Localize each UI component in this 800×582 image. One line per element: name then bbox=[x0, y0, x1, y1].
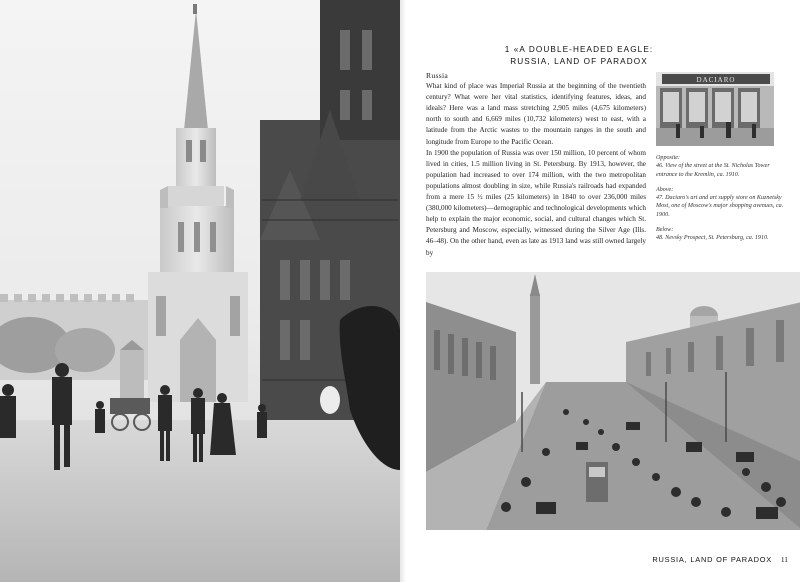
body-paragraph-2: In 1900 the population of Russia was over 150 million, 10 percent of whom lived in cities, 1.5 million living in St. Petersburg. By 1913, however, the population had increased to over 174 million, with the two metropolitan populations almost doubling in size, while Russia's railroads had expanded from a mere 15 ½ miles (25 kilometers) in 1840 to over 236,000 miles (380,000 kilometers)—demographic and technological developments which help to explain the major economic, social, and cultural changes which St. Petersburg and Moscow, especially, witnessed during the Silver Age (Ills. 46–48). On the other hand, even as late as 1913 land was still owned largely by bbox=[426, 148, 646, 257]
nevsky-prospect-photo bbox=[426, 272, 800, 530]
store-front-photo bbox=[656, 72, 774, 146]
caption-label: Below: bbox=[656, 227, 674, 234]
caption-text: 47. Daciaro's art and art supply store on Kuznetsky Most, one of Moscow's major shopping avenues, ca. 1900. bbox=[656, 195, 784, 218]
chapter-heading bbox=[474, 44, 684, 68]
caption-label: Opposite: bbox=[656, 155, 681, 161]
nevsky-prospect-illustration bbox=[426, 272, 800, 530]
captions bbox=[656, 154, 786, 250]
right-page bbox=[406, 0, 800, 582]
running-title: RUSSIA, LAND OF PARADOX bbox=[652, 555, 773, 564]
store-front-illustration bbox=[656, 72, 774, 146]
caption-46 bbox=[656, 154, 786, 179]
caption-label: Above: bbox=[656, 186, 674, 193]
caption-text: 48. Nevsky Prospect, St. Petersburg, ca. 1910. bbox=[656, 235, 769, 242]
body-text bbox=[426, 70, 646, 259]
page-number: 11 bbox=[780, 555, 788, 564]
chapter-title-line2: RUSSIA, LAND OF PARADOX bbox=[510, 57, 648, 66]
store-sign-text: DACIARO bbox=[696, 76, 736, 84]
caption-47 bbox=[656, 186, 786, 219]
caption-text: 46. View of the street at the St. Nicholas Tower entrance to the Kremlin, ca. 1910. bbox=[656, 163, 770, 178]
chapter-title-line1: 1 «A DOUBLE-HEADED EAGLE: bbox=[504, 45, 654, 54]
caption-48 bbox=[656, 226, 786, 243]
section-heading: Russia bbox=[426, 71, 449, 80]
body-paragraph-1: What kind of place was Imperial Russia at the beginning of the twentieth century? What were her vital statistics, identifying features, ideas, and ideals? Here was a land mass stretching 2,905 miles (4,675 kilometers) north to south and 6,669 miles (10,732 kilometers) west to east, with a latitude from the Arctic wastes to the mountain ranges in the south and longitude from Europe to the Pacific Ocean. bbox=[426, 82, 646, 146]
running-footer bbox=[652, 555, 788, 564]
